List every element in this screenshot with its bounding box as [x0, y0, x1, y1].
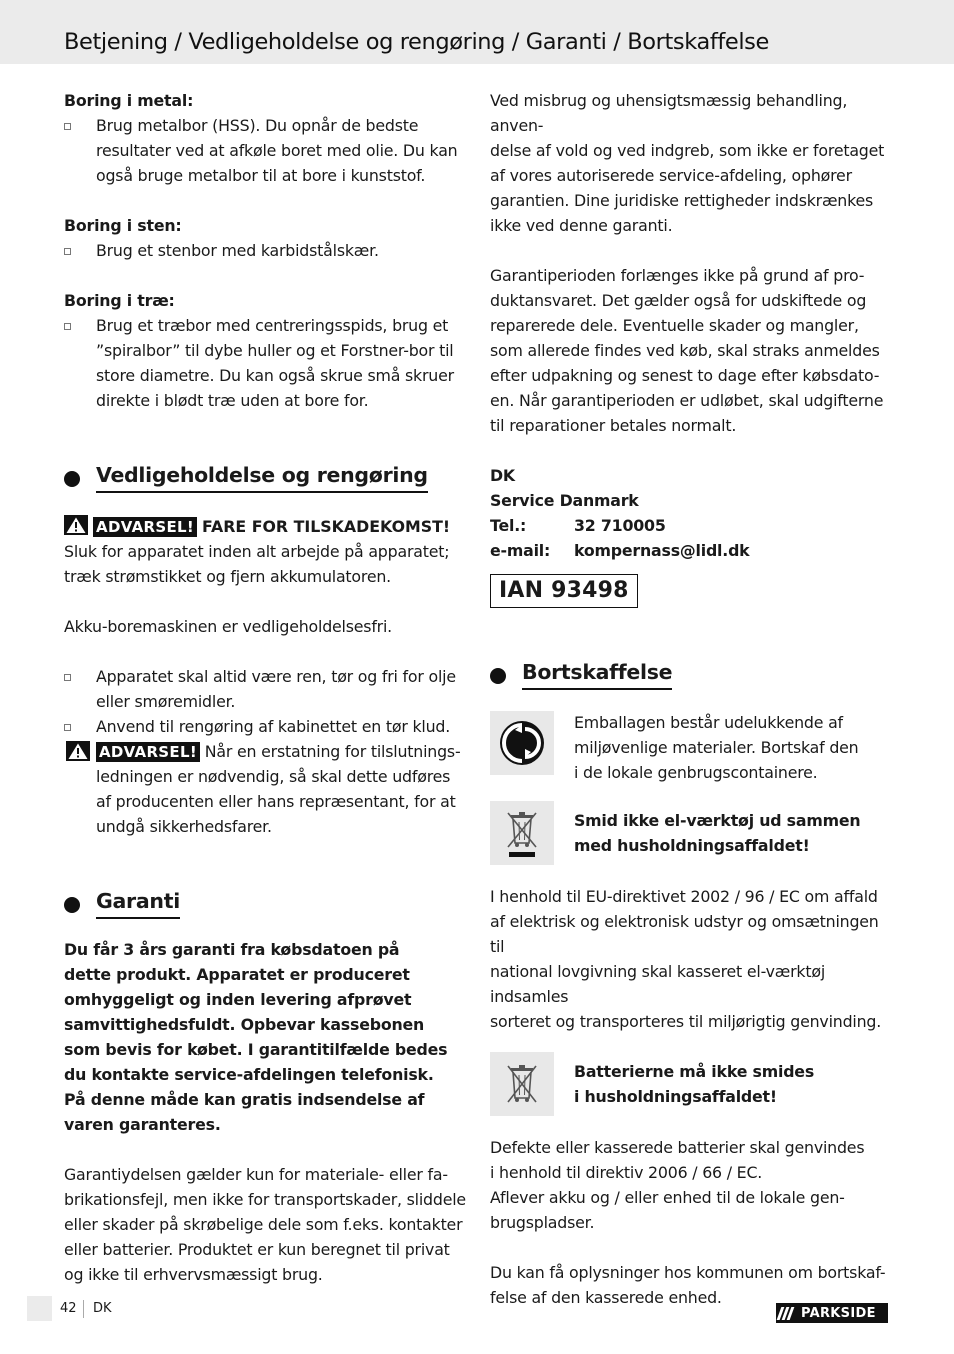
right-column: [490, 88, 894, 1310]
packaging-row: [490, 711, 894, 785]
text-line: varen garanteres.: [64, 1115, 221, 1134]
maintenance-note: Akku-boremaskinen er vedligeholdelsesfri.: [64, 617, 392, 636]
text-line: Du får 3 års garanti fra købsdatoen på: [64, 940, 400, 959]
packaging-text: [574, 710, 859, 785]
text-line: Du kan få oplysninger hos kommunen om bortskaf-: [490, 1263, 886, 1282]
text-line: national lovgivning skal kasseret el-værktøj indsamles: [490, 962, 826, 1006]
contact-country: DK: [490, 466, 515, 485]
email-label: e-mail:: [490, 541, 551, 560]
text-line: som bevis for købet. I garantitilfælde bedes: [64, 1040, 448, 1059]
text-line: ledningen er nødvendig, så skal dette udføres: [96, 767, 451, 786]
text-line: delse af vold og ved indgreb, som ikke er foretaget: [490, 141, 885, 160]
text-line: resultater ved at afkøle boret med olie. Du kan: [96, 141, 458, 160]
contact-service: Service Danmark: [490, 491, 639, 510]
garanti-paragraph: [64, 1162, 468, 1287]
sten-heading: Boring i sten:: [64, 216, 182, 235]
warning-title: FARE FOR TILSKADEKOMST!: [202, 517, 451, 536]
warning-triangle-icon: [64, 515, 88, 535]
text-line: brikationsfejl, men ikke for transportskader, sliddele: [64, 1190, 466, 1209]
metal-bullet: [64, 113, 468, 188]
left-column: [64, 88, 468, 1287]
bullet-square-icon: [64, 123, 71, 130]
text-line: en. Når garantiperioden er udløbet, skal udgifterne: [490, 391, 884, 410]
text-line: med husholdningsaffaldet!: [574, 836, 810, 855]
bullet-square-icon: [64, 724, 71, 731]
text-line: eller smøremidler.: [96, 692, 236, 711]
warranty-paragraph-1: [490, 88, 894, 238]
text-line: Garantiydelsen gælder kun for materiale- eller fa-: [64, 1165, 448, 1184]
text-line: af elektrisk og elektronisk udstyr og omsætningen til: [490, 912, 879, 956]
garanti-heading: Garanti: [96, 887, 180, 919]
text-line: reparerede dele. Eventuelle skader og mangler,: [490, 316, 859, 335]
text-line: til reparationer betales normalt.: [490, 416, 737, 435]
text-line: Emballagen består udelukkende af: [574, 713, 843, 732]
directive-paragraph: [490, 884, 894, 1034]
text-line: i de lokale genbrugscontainere.: [574, 763, 818, 782]
battery-row: [490, 1052, 894, 1116]
text-line: Anvend til rengøring af kabinettet en tør klud.: [96, 717, 451, 736]
tel-label: Tel.:: [490, 516, 527, 535]
contact-email-row: [490, 538, 894, 563]
footer-language: DK: [93, 1301, 112, 1316]
tools-warning-text: [574, 808, 860, 858]
text-line: duktansvaret. Det gælder også for udskiftede og: [490, 291, 867, 310]
text-line: undgå sikkerhedsfarer.: [96, 817, 272, 836]
disposal-heading: Bortskaffelse: [522, 658, 672, 690]
text-line: Ved misbrug og uhensigtsmæssig behandling, anven-: [490, 91, 848, 135]
warning2-first-line: Når en erstatning for tilslutnings-: [204, 742, 461, 761]
parkside-logo: [776, 1303, 888, 1323]
text-line: Batterierne må ikke smides: [574, 1062, 815, 1081]
warning-badge: ADVARSEL!: [96, 742, 200, 762]
text-line: Brug metalbor (HSS). Du opnår de bedste: [96, 116, 419, 135]
crossed-bin-icon: [490, 1052, 554, 1116]
text-line: brugspladser.: [490, 1213, 595, 1232]
bullet-square-icon: [64, 248, 71, 255]
garanti-section-heading: [64, 887, 468, 923]
logo-brand-text: PARKSIDE: [801, 1305, 876, 1321]
text-line: store diametre. Du kan også skrue små skruer: [96, 366, 454, 385]
trae-heading: Boring i træ:: [64, 291, 175, 310]
metal-heading: Boring i metal:: [64, 91, 194, 110]
warning-line: [64, 514, 468, 539]
warning-triangle-icon: [66, 741, 90, 761]
warranty-paragraph-2: [490, 263, 894, 438]
text-line: eller skader på skrøbelige dele som f.eks. kontakter: [64, 1215, 463, 1234]
service-contact: [490, 463, 894, 563]
text-line: Garantiperioden forlænges ikke på grund af pro-: [490, 266, 865, 285]
bullet-dot-icon: [64, 471, 80, 487]
maintenance-bullet-1: [64, 664, 468, 714]
text-line: [96, 739, 468, 764]
text-line: ”spiralbor” til dybe huller og et Forstner-bor til: [96, 341, 454, 360]
text-line: træk strømstikket og fjern akkumulatoren.: [64, 567, 391, 586]
footer-divider: [83, 1300, 84, 1318]
tools-row: [490, 801, 894, 865]
garanti-bold-paragraph: [64, 937, 468, 1137]
text-line: efter udpakning og senest to dage efter købsdato-: [490, 366, 880, 385]
contact-tel-row: [490, 513, 894, 538]
warning-text: [64, 539, 468, 589]
text-line: sorteret og transporteres til miljørigtig genvinding.: [490, 1012, 882, 1031]
text-line: Brug et træbor med centreringsspids, brug et: [96, 316, 449, 335]
text-line: På denne måde kan gratis indsendelse af: [64, 1090, 425, 1109]
green-dot-recycling-icon: [490, 711, 554, 775]
trae-bullet: [64, 313, 468, 413]
bullet-dot-icon: [490, 668, 506, 684]
maintenance-heading: Vedligeholdelse og rengøring: [96, 461, 428, 493]
bullet-square-icon: [64, 674, 71, 681]
text-line: Apparatet skal altid være ren, tør og fri for olje: [96, 667, 456, 686]
text-line: omhyggeligt og inden levering afprøvet: [64, 990, 412, 1009]
battery-paragraph: [490, 1135, 894, 1235]
text-line: og ikke til erhvervsmæssigt brug.: [64, 1265, 323, 1284]
page-title: Betjening / Vedligeholdelse og rengøring / Garanti / Bortskaffelse: [64, 29, 769, 55]
bullet-dot-icon: [64, 897, 80, 913]
bullet-square-icon: [64, 323, 71, 330]
text-line: dette produkt. Apparatet er produceret: [64, 965, 410, 984]
warning-badge: ADVARSEL!: [93, 517, 197, 537]
maintenance-bullet-2: [64, 714, 468, 739]
footer-tab-marker: [27, 1296, 52, 1321]
text-line: samvittighedsfuldt. Opbevar kassebonen: [64, 1015, 425, 1034]
text-line: du kontakte service-afdelingen telefonisk.: [64, 1065, 434, 1084]
text-line: garantien. Dine juridiske rettigheder indskrænkes: [490, 191, 874, 210]
maintenance-warning-2: [64, 739, 468, 839]
text-line: eller batterier. Produktet er kun beregnet til privat: [64, 1240, 450, 1259]
text-line: miljøvenlige materialer. Bortskaf den: [574, 738, 859, 757]
text-line: Sluk for apparatet inden alt arbejde på apparatet;: [64, 542, 450, 561]
text-line: i henhold til direktiv 2006 / 66 / EC.: [490, 1163, 763, 1182]
text-line: direkte i blødt træ uden at bore for.: [96, 391, 369, 410]
text-line: af vores autoriserede service-afdeling, ophører: [490, 166, 852, 185]
tel-value: 32 710005: [574, 516, 666, 535]
sten-bullet: [64, 238, 468, 263]
maintenance-section-heading: [64, 461, 468, 497]
ian-box: IAN 93498: [490, 574, 638, 608]
crossed-bin-icon: [490, 801, 554, 865]
logo-stripes-icon: [776, 1303, 801, 1323]
text-line: Brug et stenbor med karbidstålskær.: [96, 241, 379, 260]
disposal-section-heading: [490, 658, 894, 694]
text-line: af producenten eller hans repræsentant, for at: [96, 792, 456, 811]
text-line: i husholdningsaffaldet!: [574, 1087, 777, 1106]
text-line: I henhold til EU-direktivet 2002 / 96 / EC om affald: [490, 887, 878, 906]
text-line: Smid ikke el-værktøj ud sammen: [574, 811, 861, 830]
page-header: [0, 0, 954, 64]
page-number: 42: [60, 1301, 77, 1316]
text-line: felse af den kasserede enhed.: [490, 1288, 722, 1307]
text-line: også bruge metalbor til at bore i kunststof.: [96, 166, 426, 185]
text-line: Defekte eller kasserede batterier skal genvindes: [490, 1138, 865, 1157]
text-line: ikke ved denne garanti.: [490, 216, 673, 235]
email-value: kompernass@lidl.dk: [574, 541, 750, 560]
text-line: Aflever akku og / eller enhed til de lokale gen-: [490, 1188, 845, 1207]
text-line: som allerede findes ved køb, skal straks anmeldes: [490, 341, 880, 360]
battery-warning-text: [574, 1059, 814, 1109]
